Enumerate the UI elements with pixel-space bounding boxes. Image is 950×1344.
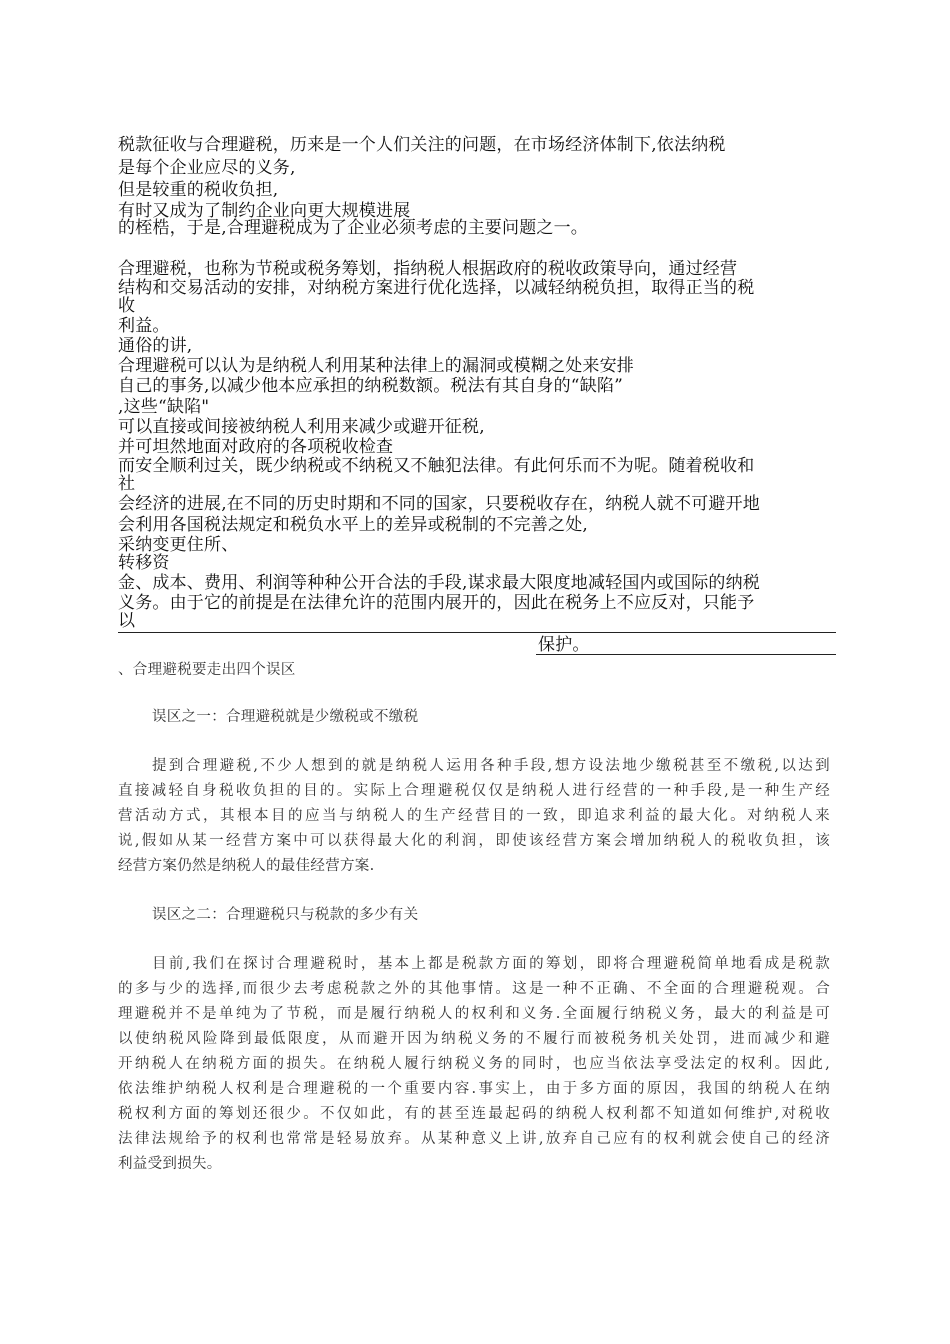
definition-line: 义务。由于它的前提是在法律允许的范围内展开的，因此在税务上不应反对，只能予: [118, 593, 755, 613]
definition-line: 通俗的讲,: [118, 336, 193, 356]
definition-line: 会利用各国税法规定和税负水平上的差异或税制的不完善之处,: [118, 515, 589, 535]
intro-line: 的桎梏，于是,合理避税成为了企业必须考虑的主要问题之一。: [118, 218, 589, 238]
definition-line: 收: [118, 296, 136, 316]
myth2-line: 税权利方面的筹划还很少。不仅如此，有的甚至连最起码的纳税人权利都不知道如何维护,对税收: [118, 1106, 830, 1122]
definition-line: 采纳变更住所、: [118, 535, 239, 555]
myth1-line: 营活动方式，其根本目的应当与纳税人的生产经营目的一致，即追求利益的最大化。对纳税人来: [118, 808, 830, 824]
table-rule-top: [118, 632, 836, 633]
myth1-line: 直接减轻自身税收负担的目的。实际上合理避税仅仅是纳税人进行经营的一种手段,是一种生产经: [118, 783, 830, 799]
definition-line: 以: [118, 611, 136, 631]
intro-line: 但是较重的税收负担,: [118, 180, 279, 200]
intro-line: 有时又成为了制约企业向更大规模进展: [118, 201, 411, 221]
myth1-line: 经营方案仍然是纳税人的最佳经营方案.: [118, 858, 375, 874]
definition-line: 利益。: [118, 316, 170, 336]
intro-line: 税款征收与合理避税，历来是一个人们关注的问题，在市场经济体制下,依法纳税: [118, 135, 726, 155]
definition-line: 转移资: [118, 553, 170, 573]
myth2-line: 法律法规给予的权利也常常是轻易放弃。从某种意义上讲,放弃自己应有的权利就会使自己的经济: [118, 1131, 830, 1147]
myth2-heading: 误区之二：合理避税只与税款的多少有关: [152, 907, 419, 923]
definition-line: 而安全顺利过关，既少纳税或不纳税又不触犯法律。有此何乐而不为呢。随着税收和: [118, 456, 755, 476]
myth2-line: 的多与少的选择,而很少去考虑税款之外的其他事情。这是一种不正确、不全面的合理避税观。合: [118, 981, 830, 997]
myth2-line: 以使纳税风险降到最低限度，从而避开因为纳税义务的不履行而被税务机关处罚，进而减少和避: [118, 1031, 830, 1047]
protect-text: 保护。: [538, 635, 590, 655]
intro-line: 是每个企业应尽的义务,: [118, 158, 296, 178]
definition-line: 社: [118, 474, 136, 494]
definition-line: 结构和交易活动的安排，对纳税方案进行优化选择，以减轻纳税负担，取得正当的税: [118, 278, 755, 298]
section-title: 、合理避税要走出四个误区: [118, 662, 296, 678]
myth2-line: 理避税并不是单纯为了节税，而是履行纳税人的权利和义务.全面履行纳税义务，最大的利益是可: [118, 1006, 830, 1022]
definition-line: 合理避税，也称为节税或税务筹划，指纳税人根据政府的税收政策导向，通过经营: [118, 259, 738, 279]
definition-line: 自己的事务,以减少他本应承担的纳税数额。税法有其自身的“缺陷”: [118, 376, 623, 396]
myth1-line: 说,假如从某一经营方案中可以获得最大化的利润，即使该经营方案会增加纳税人的税收负担，该: [118, 833, 830, 849]
myth2-line: 目前,我们在探讨合理避税时，基本上都是税款方面的筹划，即将合理避税简单地看成是税款: [152, 956, 830, 972]
definition-line: 可以直接或间接被纳税人利用来减少或避开征税,: [118, 417, 485, 437]
definition-line: 金、成本、费用、利润等种种公开合法的手段,谋求最大限度地减轻国内或国际的纳税: [118, 573, 761, 593]
myth1-line: 提到合理避税,不少人想到的就是纳税人运用各种手段,想方设法地少缴税甚至不缴税,以达到: [152, 758, 830, 774]
myth2-line: 利益受到损失。: [118, 1156, 222, 1172]
definition-line: 合理避税可以认为是纳税人利用某种法律上的漏洞或模糊之处来安排: [118, 356, 634, 376]
myth1-heading: 误区之一：合理避税就是少缴税或不缴税: [152, 709, 419, 725]
definition-line: ,这些“缺陷": [118, 397, 210, 417]
myth2-line: 开纳税人在纳税方面的损失。在纳税人履行纳税义务的同时，也应当依法享受法定的权利。因此,: [118, 1056, 830, 1072]
myth2-line: 依法维护纳税人权利是合理避税的一个重要内容.事实上，由于多方面的原因，我国的纳税人在纳: [118, 1081, 830, 1097]
definition-line: 会经济的进展,在不同的历史时期和不同的国家，只要税收存在，纳税人就不可避开地: [118, 494, 761, 514]
definition-line: 并可坦然地面对政府的各项税收检查: [118, 437, 394, 457]
table-rule-bottom: [536, 654, 836, 655]
